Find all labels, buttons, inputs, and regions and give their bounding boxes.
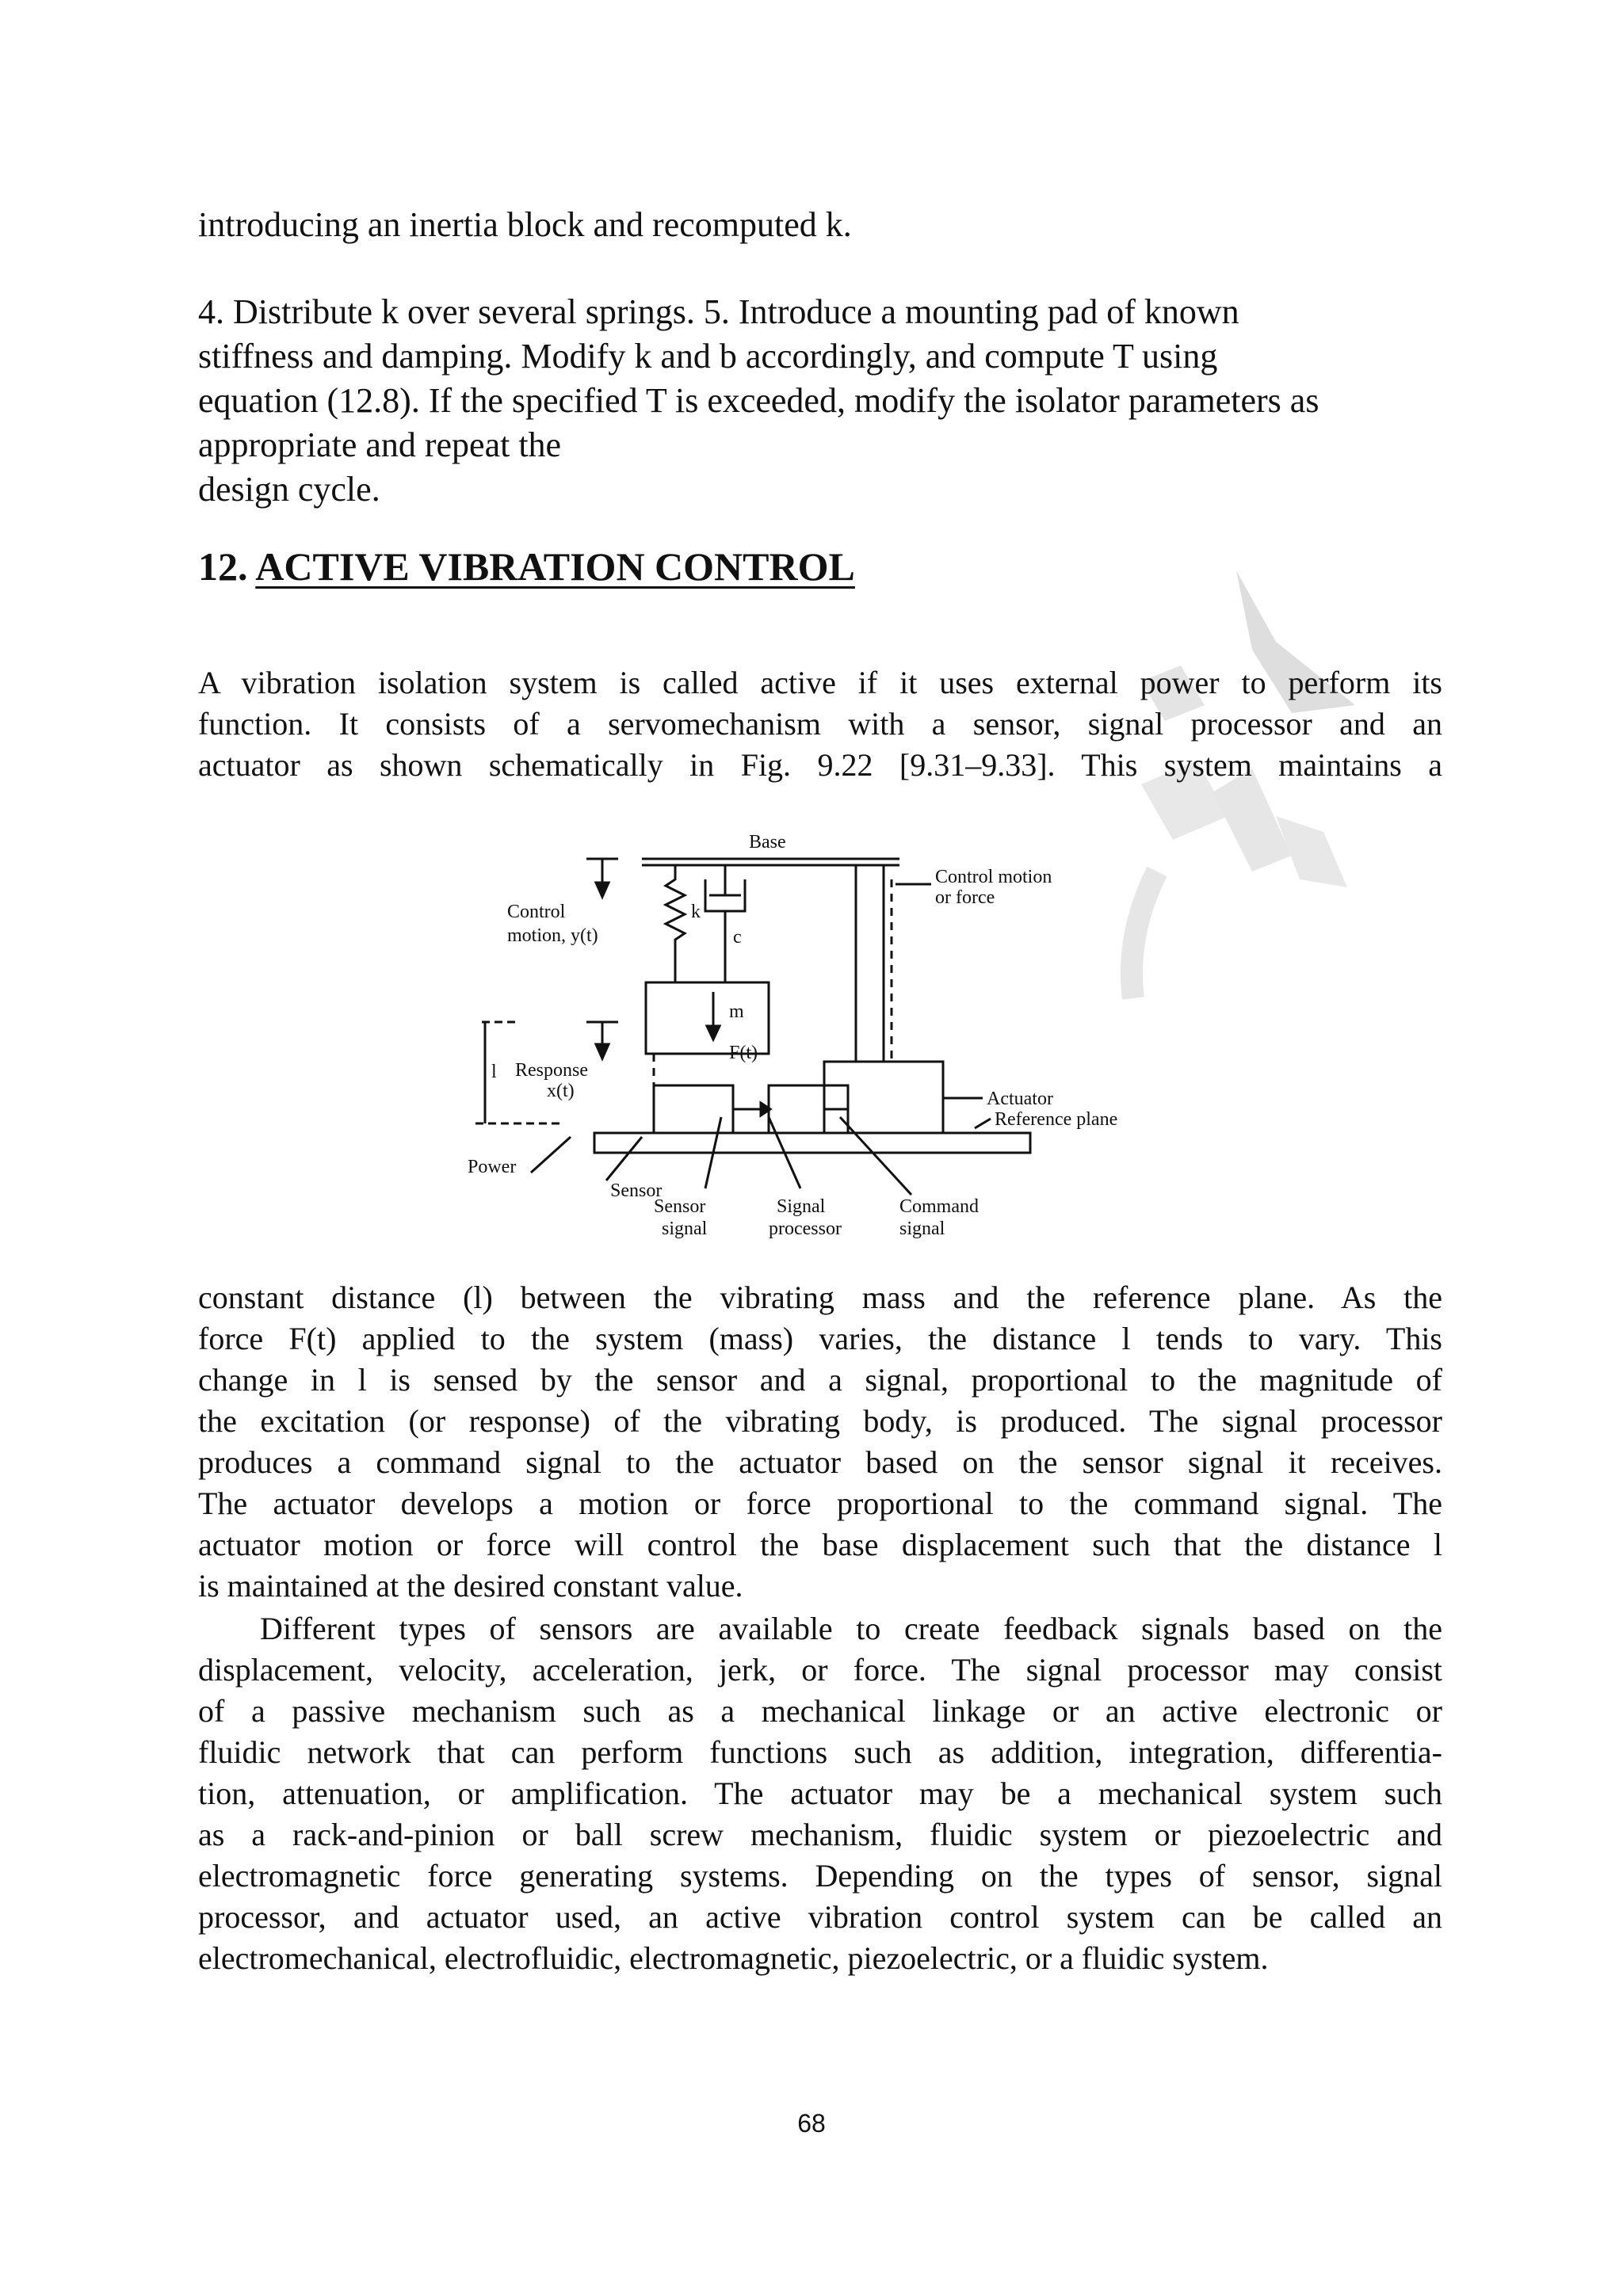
label-force: F(t) — [729, 1043, 758, 1063]
actuator-block — [824, 1062, 943, 1133]
text-line: the excitation (or response) of the vibrating body, is produced. The signal processor — [198, 1403, 1442, 1439]
text-line: A vibration isolation system is called active if it uses external power to perform its — [198, 665, 1442, 700]
text-line: electromagnetic force generating systems. Depending on the types of sensor, signal — [198, 1858, 1442, 1894]
label-power: Power — [468, 1157, 517, 1177]
spring-k — [666, 865, 685, 982]
label-sensor-signal-2: signal — [662, 1219, 708, 1239]
text-line: function. It consists of a servomechanism with a sensor, signal processor and an — [198, 706, 1442, 742]
section-heading — [198, 543, 855, 589]
paragraph-definition — [198, 662, 1442, 786]
text-line: 4. Distribute k over several springs. 5. Introduce a mounting pad of known — [198, 292, 1239, 331]
text-line: introducing an inertia block and recomputed k. — [198, 205, 852, 244]
label-command-signal: Command — [899, 1196, 979, 1217]
label-sensor: Sensor — [610, 1180, 663, 1201]
text-line: equation (12.8). If the specified T is exceeded, modify the isolator parameters as — [198, 381, 1319, 420]
text-line: processor, and actuator used, an active vibration control system can be called an — [198, 1899, 1442, 1935]
reference-plane-slab — [594, 1133, 1030, 1153]
label-control-force-2: or force — [935, 887, 995, 908]
label-command-signal-2: signal — [899, 1219, 945, 1239]
text-line: fluidic network that can perform functions such as addition, integration, differentia- — [198, 1734, 1442, 1770]
paragraph-components — [198, 1608, 1442, 1979]
label-control-force: Control motion — [935, 867, 1052, 887]
label-signal-processor-2: processor — [769, 1219, 842, 1239]
label-response: Response — [515, 1060, 588, 1081]
text-line: constant distance (l) between the vibrating mass and the reference plane. As the — [198, 1280, 1442, 1315]
text-line: actuator as shown schematically in Fig. 9.22 [9.31–9.33]. This system maintains a — [198, 747, 1442, 783]
text-line: is maintained at the desired constant value. — [198, 1568, 743, 1604]
label-signal-processor: Signal — [777, 1196, 826, 1217]
label-c: c — [733, 927, 742, 948]
text-line: produces a command signal to the actuator based on the sensor signal it receives. — [198, 1444, 1442, 1480]
label-k: k — [691, 902, 701, 922]
label-base: Base — [749, 832, 786, 852]
text-line: design cycle. — [198, 470, 380, 509]
label-control-motion: Control — [507, 902, 566, 922]
paragraph-design-steps — [198, 290, 1434, 512]
label-control-motion-y: motion, y(t) — [507, 925, 598, 946]
text-line: appropriate and repeat the — [198, 425, 562, 464]
paragraph-operation — [198, 1277, 1442, 1607]
label-m: m — [729, 1001, 744, 1022]
text-line: displacement, velocity, acceleration, jerk, or force. The signal processor may consist — [198, 1652, 1442, 1688]
label-actuator: Actuator — [987, 1089, 1053, 1109]
section-number: 12. — [198, 544, 248, 589]
text-line: as a rack-and-pinion or ball screw mechanism, fluidic system or piezoelectric and — [198, 1817, 1442, 1852]
label-sensor-signal: Sensor — [654, 1196, 706, 1217]
label-l: l — [491, 1062, 497, 1082]
text-line: Different types of sensors are available to create feedback signals based on the — [260, 1611, 1442, 1646]
section-title: ACTIVE VIBRATION CONTROL — [255, 544, 855, 589]
text-line: stiffness and damping. Modify k and b accordingly, and compute T using — [198, 337, 1218, 376]
text-line: change in l is sensed by the sensor and a signal, proportional to the magnitude of — [198, 1362, 1442, 1398]
label-response-x: x(t) — [547, 1081, 575, 1101]
label-reference-plane: Reference plane — [995, 1109, 1118, 1130]
text-line: actuator motion or force will control the base displacement such that the distance l — [198, 1527, 1442, 1562]
paragraph-intro — [198, 203, 1434, 247]
text-line: force F(t) applied to the system (mass) varies, the distance l tends to vary. This — [198, 1321, 1442, 1356]
text-line: electromechanical, electrofluidic, electromagnetic, piezoelectric, or a fluidic system. — [198, 1940, 1269, 1976]
text-line: tion, attenuation, or amplification. The actuator may be a mechanical system such — [198, 1775, 1442, 1811]
text-line: The actuator develops a motion or force proportional to the command signal. The — [198, 1486, 1442, 1521]
sensor-box — [654, 1085, 733, 1133]
page-number: 68 — [797, 2109, 826, 2138]
text-line: of a passive mechanism such as a mechanical linkage or an active electronic or — [198, 1693, 1442, 1729]
active-isolation-schematic — [468, 824, 1157, 1268]
